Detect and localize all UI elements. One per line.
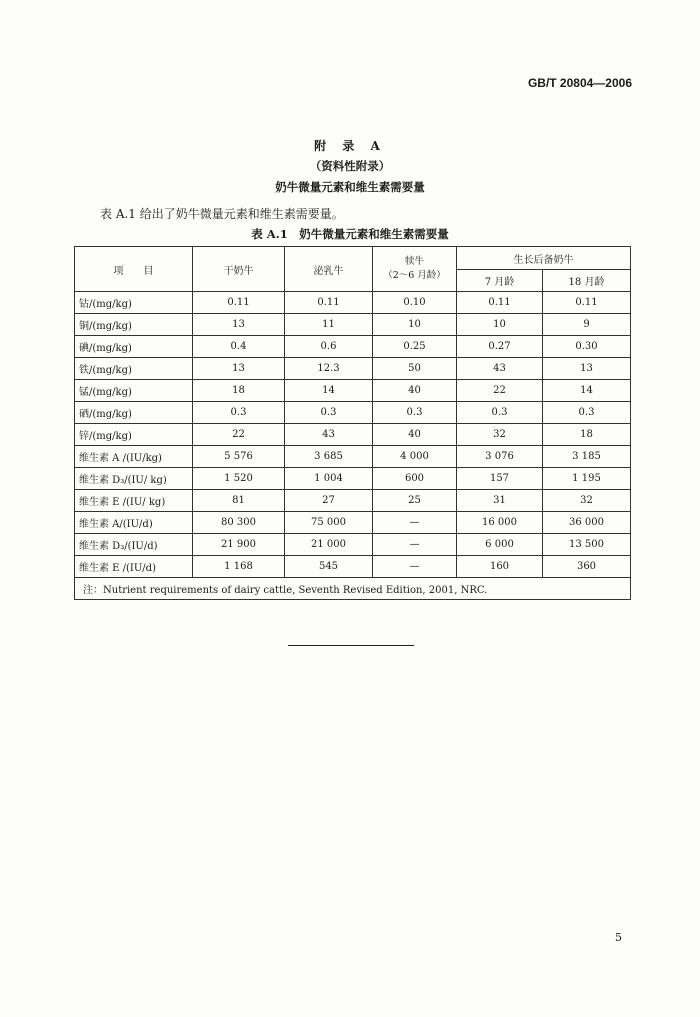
row-value-v2: 43 — [285, 424, 373, 446]
table-row — [75, 358, 631, 380]
row-item-label: 铜/(mg/kg) — [75, 314, 193, 336]
row-value-v1: 80 300 — [193, 512, 285, 534]
header-calf-age: （2～6 月龄） — [383, 270, 446, 281]
row-value-v3: 10 — [373, 314, 457, 336]
row-value-v3: 40 — [373, 380, 457, 402]
row-value-v1: 13 — [193, 358, 285, 380]
header-month-18: 18 月龄 — [543, 270, 631, 292]
row-value-v1: 0.4 — [193, 336, 285, 358]
row-value-v3: 600 — [373, 468, 457, 490]
table-note: 注：Nutrient requirements of dairy cattle, Seventh Revised Edition, 2001, NRC. — [75, 578, 631, 600]
row-value-v5: 1 195 — [543, 468, 631, 490]
row-item-label: 钴/(mg/kg) — [75, 292, 193, 314]
table-row — [75, 292, 631, 314]
row-value-v5: 18 — [543, 424, 631, 446]
table-row — [75, 424, 631, 446]
row-value-v2: 545 — [285, 556, 373, 578]
row-value-v4: 0.11 — [457, 292, 543, 314]
row-value-v3: 25 — [373, 490, 457, 512]
row-value-v2: 3 685 — [285, 446, 373, 468]
row-value-v4: 16 000 — [457, 512, 543, 534]
row-value-v1: 21 900 — [193, 534, 285, 556]
nutrient-table — [74, 246, 631, 600]
header-month-7: 7 月龄 — [457, 270, 543, 292]
row-value-v3: 0.3 — [373, 402, 457, 424]
row-value-v3: 4 000 — [373, 446, 457, 468]
row-value-v3: 50 — [373, 358, 457, 380]
row-item-label: 硒/(mg/kg) — [75, 402, 193, 424]
row-value-v3: 0.25 — [373, 336, 457, 358]
row-item-label: 维生素 A/(IU/d) — [75, 512, 193, 534]
row-item-label: 碘/(mg/kg) — [75, 336, 193, 358]
row-value-v5: 3 185 — [543, 446, 631, 468]
table-row — [75, 336, 631, 358]
row-value-v4: 43 — [457, 358, 543, 380]
header-item: 项 目 — [75, 247, 193, 292]
row-item-label: 锰/(mg/kg) — [75, 380, 193, 402]
header-dry-cow: 干奶牛 — [193, 247, 285, 292]
row-value-v2: 12.3 — [285, 358, 373, 380]
row-value-v2: 0.3 — [285, 402, 373, 424]
row-value-v2: 27 — [285, 490, 373, 512]
annex-heading: 奶牛微量元素和维生素需要量 — [275, 180, 425, 194]
row-item-label: 维生素 D₃/(IU/ kg) — [75, 468, 193, 490]
header-calf-label: 犊牛 — [404, 256, 424, 267]
row-value-v4: 0.27 — [457, 336, 543, 358]
row-value-v4: 157 — [457, 468, 543, 490]
row-value-v3: — — [373, 556, 457, 578]
row-value-v5: 9 — [543, 314, 631, 336]
row-value-v2: 14 — [285, 380, 373, 402]
table-row — [75, 446, 631, 468]
row-value-v1: 81 — [193, 490, 285, 512]
annex-title: 附 录 A — [314, 139, 386, 153]
row-item-label: 铁/(mg/kg) — [75, 358, 193, 380]
row-value-v5: 36 000 — [543, 512, 631, 534]
row-item-label: 维生素 A /(IU/kg) — [75, 446, 193, 468]
row-value-v2: 11 — [285, 314, 373, 336]
row-value-v3: 0.10 — [373, 292, 457, 314]
row-value-v1: 0.11 — [193, 292, 285, 314]
page-number: 5 — [615, 931, 622, 944]
table-row — [75, 314, 631, 336]
row-value-v5: 32 — [543, 490, 631, 512]
annex-type: （资料性附录） — [309, 159, 391, 173]
row-value-v4: 31 — [457, 490, 543, 512]
header-growing-heifer: 生长后备奶牛 — [457, 247, 631, 270]
row-value-v5: 0.3 — [543, 402, 631, 424]
table-row — [75, 402, 631, 424]
row-value-v3: 40 — [373, 424, 457, 446]
standard-number: GB/T 20804—2006 — [527, 76, 632, 90]
row-value-v3: — — [373, 534, 457, 556]
row-value-v2: 75 000 — [285, 512, 373, 534]
row-value-v4: 0.3 — [457, 402, 543, 424]
table-row — [75, 534, 631, 556]
row-value-v1: 13 — [193, 314, 285, 336]
row-value-v4: 32 — [457, 424, 543, 446]
row-value-v5: 0.30 — [543, 336, 631, 358]
table-caption: 表 A.1 奶牛微量元素和维生素需要量 — [251, 227, 449, 241]
row-value-v4: 6 000 — [457, 534, 543, 556]
row-value-v1: 5 576 — [193, 446, 285, 468]
table-row — [75, 468, 631, 490]
row-value-v1: 18 — [193, 380, 285, 402]
row-item-label: 维生素 E /(IU/d) — [75, 556, 193, 578]
end-divider — [288, 645, 414, 646]
row-value-v2: 0.6 — [285, 336, 373, 358]
header-lactating-cow: 泌乳牛 — [285, 247, 373, 292]
intro-text: 表 A.1 给出了奶牛微量元素和维生素需要量。 — [100, 207, 344, 221]
row-value-v5: 360 — [543, 556, 631, 578]
row-value-v2: 0.11 — [285, 292, 373, 314]
row-value-v5: 14 — [543, 380, 631, 402]
row-item-label: 维生素 D₃/(IU/d) — [75, 534, 193, 556]
row-item-label: 维生素 E /(IU/ kg) — [75, 490, 193, 512]
row-value-v5: 13 500 — [543, 534, 631, 556]
row-value-v4: 10 — [457, 314, 543, 336]
row-value-v1: 1 168 — [193, 556, 285, 578]
table-row — [75, 556, 631, 578]
header-calf — [373, 247, 457, 292]
table-row — [75, 380, 631, 402]
table-row — [75, 490, 631, 512]
row-value-v4: 3 076 — [457, 446, 543, 468]
row-item-label: 锌/(mg/kg) — [75, 424, 193, 446]
row-value-v3: — — [373, 512, 457, 534]
row-value-v2: 21 000 — [285, 534, 373, 556]
row-value-v2: 1 004 — [285, 468, 373, 490]
row-value-v5: 13 — [543, 358, 631, 380]
row-value-v1: 1 520 — [193, 468, 285, 490]
row-value-v5: 0.11 — [543, 292, 631, 314]
row-value-v4: 160 — [457, 556, 543, 578]
row-value-v1: 22 — [193, 424, 285, 446]
row-value-v1: 0.3 — [193, 402, 285, 424]
row-value-v4: 22 — [457, 380, 543, 402]
table-row — [75, 512, 631, 534]
